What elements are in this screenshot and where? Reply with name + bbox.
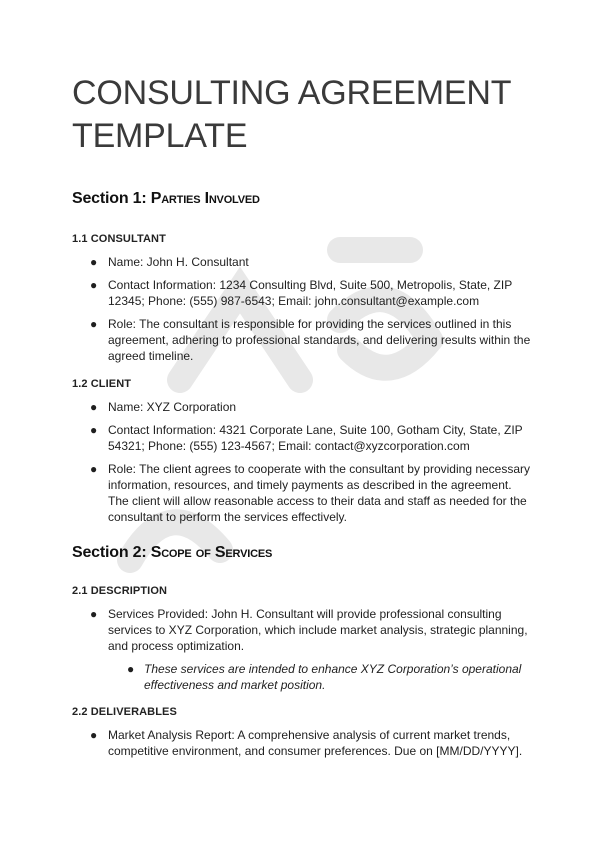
bullet-icon: ● — [90, 278, 98, 292]
list-item: ● Name: XYZ Corporation — [90, 400, 237, 414]
document-title: CONSULTING AGREEMENT TEMPLATE — [72, 74, 511, 155]
section-2-name: Scope of Services — [150, 544, 273, 561]
section-2-heading — [72, 544, 532, 562]
bullet-icon: ● — [90, 255, 98, 269]
bullet-icon: ● — [90, 400, 98, 414]
subsection-2-1-heading: 2.1 DESCRIPTION — [72, 585, 168, 597]
list-item: ● Role: The client agrees to cooperate with the consultant by providing necessary information, resources, and timely payments as described in the agreement. The client will allow reasonable access to their data and staff as needed for the consultant to perform the services effectively. — [90, 462, 531, 524]
subsection-1-2-heading: 1.2 CLIENT — [72, 378, 132, 390]
list-item: ● Services Provided: John H. Consultant will provide professional consulting services to XYZ Corporation, which include market analysis, strategic planning, and process optimization. — [90, 607, 528, 653]
bullet-icon: ● — [90, 607, 98, 621]
list-item: ● Role: The consultant is responsible for providing the services outlined in this agreement, adhering to professional standards, and delivering results within the agreed timeline. — [90, 317, 531, 363]
bullet-icon: ● — [127, 662, 135, 676]
list-item: ● Contact Information: 4321 Corporate Lane, Suite 100, Gotham City, State, ZIP 54321; Phone: (555) 123-4567; Email: contact@xyzcorporation.com — [90, 423, 523, 453]
client-details-list — [72, 399, 532, 525]
bullet-icon: ● — [90, 423, 98, 437]
bullet-icon: ● — [90, 317, 98, 331]
deliverables-list — [72, 727, 532, 759]
subsection-1-1-heading: 1.1 CONSULTANT — [72, 233, 166, 245]
section-1-heading — [72, 190, 532, 208]
description-nested-list — [72, 661, 532, 693]
bullet-icon: ● — [90, 728, 98, 742]
list-item: ● Contact Information: 1234 Consulting Blvd, Suite 500, Metropolis, State, ZIP 12345; Phone: (555) 987-6543; Email: john.consultant@example.com — [90, 278, 512, 308]
document-page — [72, 72, 532, 766]
section-2-prefix: Section 2: — [72, 544, 151, 561]
consultant-details-list — [72, 254, 532, 364]
section-1-name: Parties Involved — [150, 190, 260, 207]
list-item: ● Name: John H. Consultant — [90, 255, 249, 269]
list-item: ● Market Analysis Report: A comprehensive analysis of current market trends, competitive environment, and consumer preferences. Due on [MM/DD/YYYY]. — [90, 728, 523, 758]
bullet-icon: ● — [90, 462, 98, 476]
subsection-2-2-heading: 2.2 DELIVERABLES — [72, 706, 177, 718]
section-1-prefix: Section 1: — [72, 190, 151, 207]
description-list — [72, 606, 532, 654]
list-item: ● These services are intended to enhance XYZ Corporation’s operational effectiveness and market position. — [127, 662, 522, 692]
